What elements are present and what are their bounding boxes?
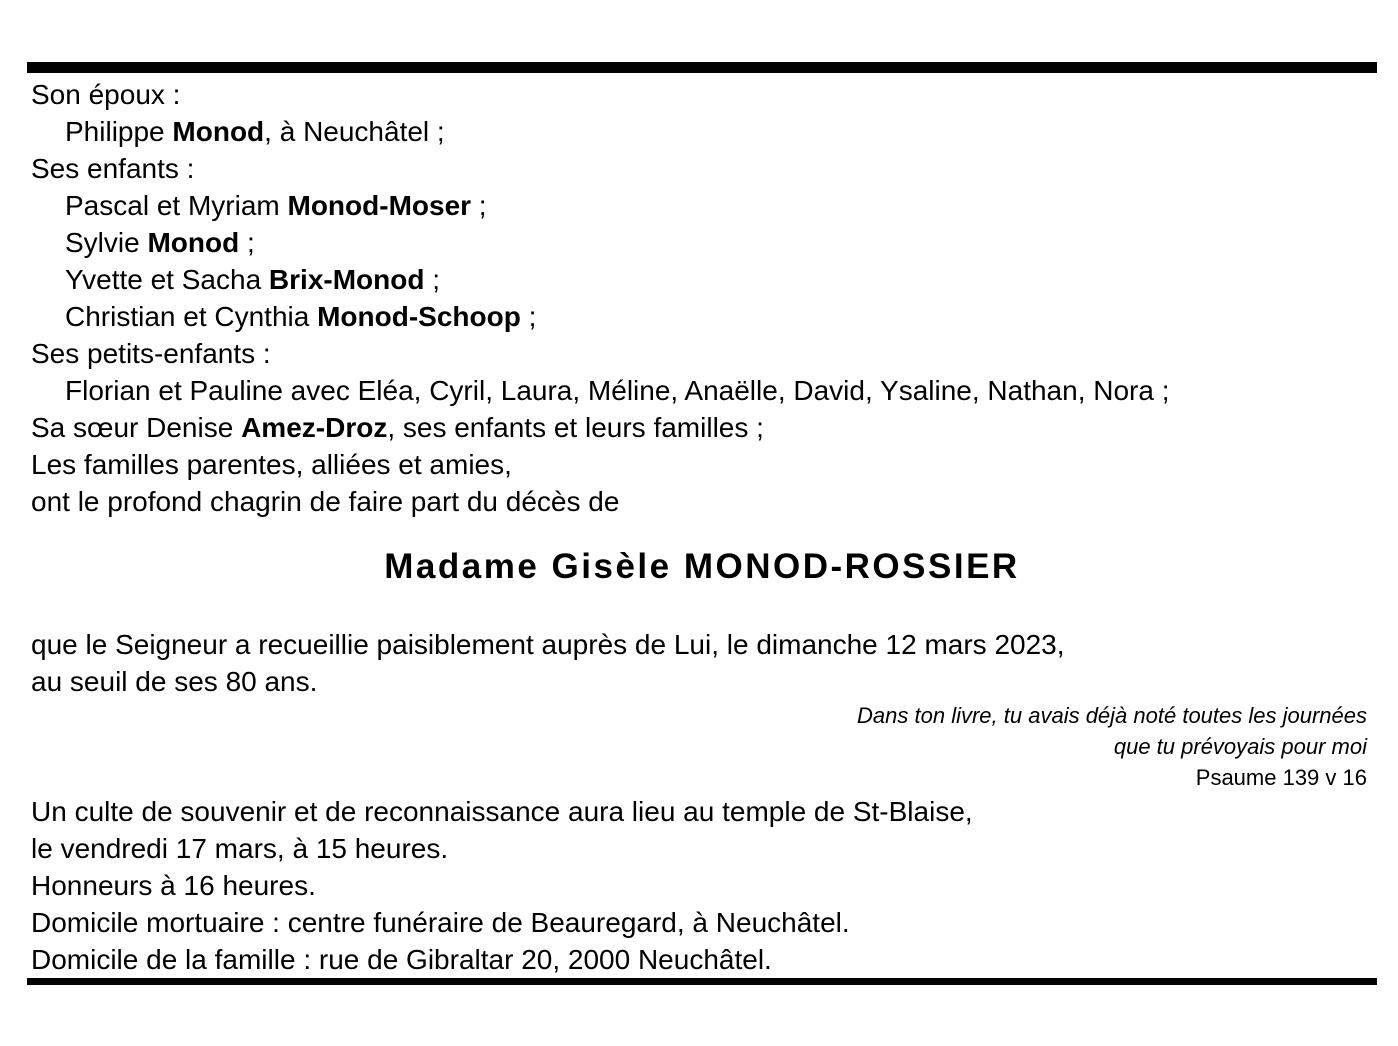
service-line: le vendredi 17 mars, à 15 heures. xyxy=(31,833,449,864)
text-segment: ; xyxy=(239,227,255,258)
family-name-bold: Brix-Monod xyxy=(268,264,425,295)
death-line: que le Seigneur a recueillie paisiblement auprès de Lui, le dimanche 12 mars 2023, xyxy=(31,629,1065,660)
death-announcement xyxy=(27,626,1377,700)
death-line: au seuil de ses 80 ans. xyxy=(31,666,318,697)
family-list xyxy=(27,73,1377,520)
family-line xyxy=(31,372,1377,409)
text-segment: Pascal et Myriam xyxy=(65,190,288,221)
text-segment: ; xyxy=(471,190,487,221)
text-segment: Les familles parentes, alliées et amies, xyxy=(31,449,512,480)
family-name-bold: Monod-Schoop xyxy=(317,301,521,332)
deceased-name: Madame Gisèle MONOD-ROSSIER xyxy=(384,547,1020,586)
family-line xyxy=(31,409,1377,446)
service-line: Un culte de souvenir et de reconnaissance aura lieu au temple de St-Blaise, xyxy=(31,796,973,827)
text-segment: Philippe xyxy=(65,116,173,147)
family-name-bold: Monod xyxy=(172,116,265,147)
service-line: Domicile de la famille : rue de Gibraltar 20, 2000 Neuchâtel. xyxy=(31,944,772,975)
text-segment: Christian et Cynthia xyxy=(65,301,318,332)
top-rule xyxy=(27,62,1377,73)
family-name-bold: Monod-Moser xyxy=(287,190,472,221)
service-line: Domicile mortuaire : centre funéraire de Beauregard, à Neuchâtel. xyxy=(31,907,850,938)
text-segment: Sa sœur Denise xyxy=(31,412,242,443)
quote-line: Dans ton livre, tu avais déjà noté toutes les journées xyxy=(857,703,1367,728)
text-segment: Sylvie xyxy=(65,227,148,258)
family-line xyxy=(31,76,1377,113)
family-line xyxy=(31,187,1377,224)
quote-reference: Psaume 139 v 16 xyxy=(1195,765,1367,790)
text-segment: ont le profond chagrin de faire part du décès de xyxy=(31,486,620,517)
family-line xyxy=(31,335,1377,372)
service-line: Honneurs à 16 heures. xyxy=(31,870,316,901)
family-line xyxy=(31,446,1377,483)
text-segment: Yvette et Sacha xyxy=(65,264,269,295)
family-name-bold: Amez-Droz xyxy=(241,412,388,443)
text-segment: Ses enfants : xyxy=(31,153,195,184)
family-name-bold: Monod xyxy=(147,227,240,258)
bottom-rule xyxy=(27,978,1377,985)
family-line xyxy=(31,224,1377,261)
text-segment: Ses petits-enfants : xyxy=(31,338,271,369)
family-line xyxy=(31,113,1377,150)
family-line xyxy=(31,298,1377,335)
text-segment: Son époux : xyxy=(31,79,181,110)
text-segment: ; xyxy=(520,301,537,332)
obituary-notice xyxy=(27,62,1377,985)
service-details xyxy=(27,793,1377,978)
quote-line: que tu prévoyais pour moi xyxy=(1113,734,1367,759)
family-line xyxy=(31,483,1377,520)
family-line xyxy=(31,150,1377,187)
text-segment: Florian et Pauline avec Eléa, Cyril, Laura, Méline, Anaëlle, David, Ysaline, Nathan, Nora ; xyxy=(65,375,1170,406)
scripture-quote xyxy=(27,700,1377,762)
text-segment: , à Neuchâtel ; xyxy=(264,116,445,147)
family-line xyxy=(31,261,1377,298)
text-segment: , ses enfants et leurs familles ; xyxy=(387,412,764,443)
text-segment: ; xyxy=(424,264,441,295)
